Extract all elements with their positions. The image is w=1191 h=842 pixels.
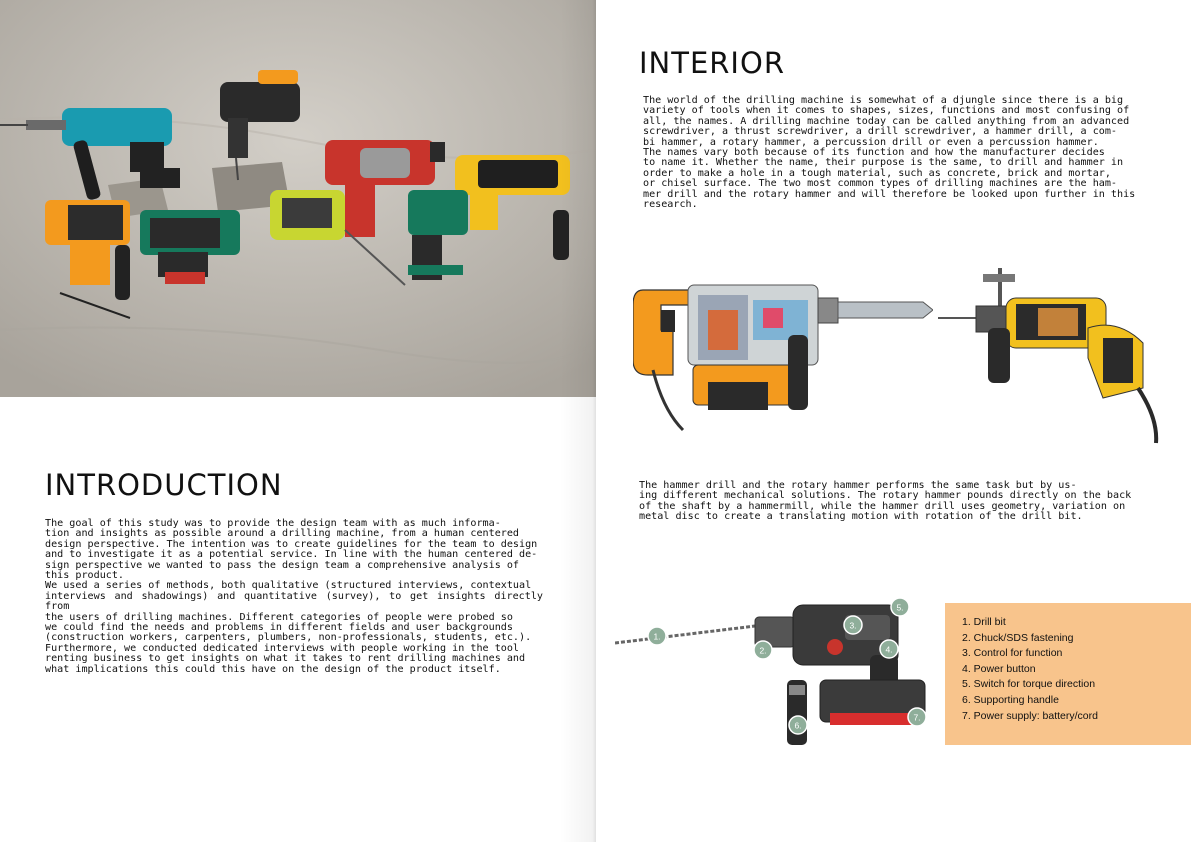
drill-collection-illustration bbox=[0, 0, 596, 397]
legend-item-power-supply: 7. Power supply: battery/cord bbox=[962, 709, 1098, 722]
callout-1-number: 1. bbox=[653, 631, 661, 642]
callout-5 bbox=[891, 598, 909, 616]
interior-heading: INTERIOR bbox=[639, 46, 785, 80]
introduction-paragraph: The goal of this study was to provide the design team with as much informa- tion and insights as possible around a drilling machine, from a human centered design perspective. The intention was to create guidelines for the team to design and to investigate it as a potential service. In line with the human centered de- sign perspective we wanted to pass the design team a comprehensive analysis of this product. We used a series of methods, both qualitative (structured interviews, contextual interviews and shadowings) and quantitative (survey), to get insights directly from the users of drilling machines. Different categories of people were probed so we could find the needs and problems in different fields and user backgrounds (construction workers, carpenters, plumbers, non-professionals, students, etc.). Furthermore, we conducted dedicated interviews with people working in the tool renting business to get insights on what it takes to rent drilling machines and what implications this could this have on the design of the product itself. bbox=[45, 518, 543, 675]
rotary-hammer-cutaway-illustration bbox=[633, 270, 933, 440]
legend-item-chuck: 2. Chuck/SDS fastening bbox=[962, 631, 1074, 644]
callout-2 bbox=[754, 641, 772, 659]
legend-item-torque-switch: 5. Switch for torque direction bbox=[962, 678, 1096, 691]
introduction-heading: INTRODUCTION bbox=[45, 468, 283, 502]
interior-paragraph: The world of the drilling machine is somewhat of a djungle since there is a big variety of tools when it comes to shapes, sizes, functions and most confusing of all, the names. A drilling machine today can be called anything from an advanced screwdriver, a thrust screwdriver, a drill screwdriver, a hammer drill, a com- bi hammer, a rotary hammer, a percussion drill or even a percussion hammer. The names vary both because of its function and how the manufacturer decides to name it. Whether the name, their purpose is the same, to drill and hammer in order to make a hole in a tough material, such as concrete, brick and mortar, or chisel surface. The two most common types of drilling machines are the ham- mer drill and the rotary hammer and will therefore be looked upon further in this research. bbox=[643, 95, 1136, 211]
callout-2-number: 2. bbox=[759, 645, 767, 656]
callout-3 bbox=[844, 616, 862, 634]
callout-4-number: 4. bbox=[885, 644, 893, 655]
labeled-rotary-hammer-illustration bbox=[615, 595, 937, 755]
legend-item-supporting-handle: 6. Supporting handle bbox=[962, 693, 1059, 706]
hammer-comparison-paragraph: The hammer drill and the rotary hammer performs the same task but by us- ing different mechanical solutions. The rotary hammer pounds directly on the back of the shaft by a hammermill, while the hammer drill uses geometry, variation on metal disc to create a translating motion with rotation of the drill bit. bbox=[639, 480, 1132, 523]
parts-legend bbox=[945, 603, 1191, 745]
callout-6-number: 6. bbox=[794, 720, 802, 731]
hammer-drill-cutaway-illustration bbox=[938, 268, 1168, 448]
legend-item-drill-bit: 1. Drill bit bbox=[962, 616, 1006, 628]
callout-4 bbox=[880, 640, 898, 658]
legend-item-function-control: 3. Control for function bbox=[962, 647, 1063, 660]
callout-7-number: 7. bbox=[913, 712, 921, 723]
legend-item-power-button: 4. Power button bbox=[962, 662, 1036, 675]
callout-6 bbox=[789, 716, 807, 734]
callout-7 bbox=[908, 708, 926, 726]
callout-5-number: 5. bbox=[896, 602, 904, 613]
callout-3-number: 3. bbox=[849, 620, 857, 631]
drill-collection-photo bbox=[0, 0, 596, 397]
callout-1 bbox=[648, 627, 666, 645]
